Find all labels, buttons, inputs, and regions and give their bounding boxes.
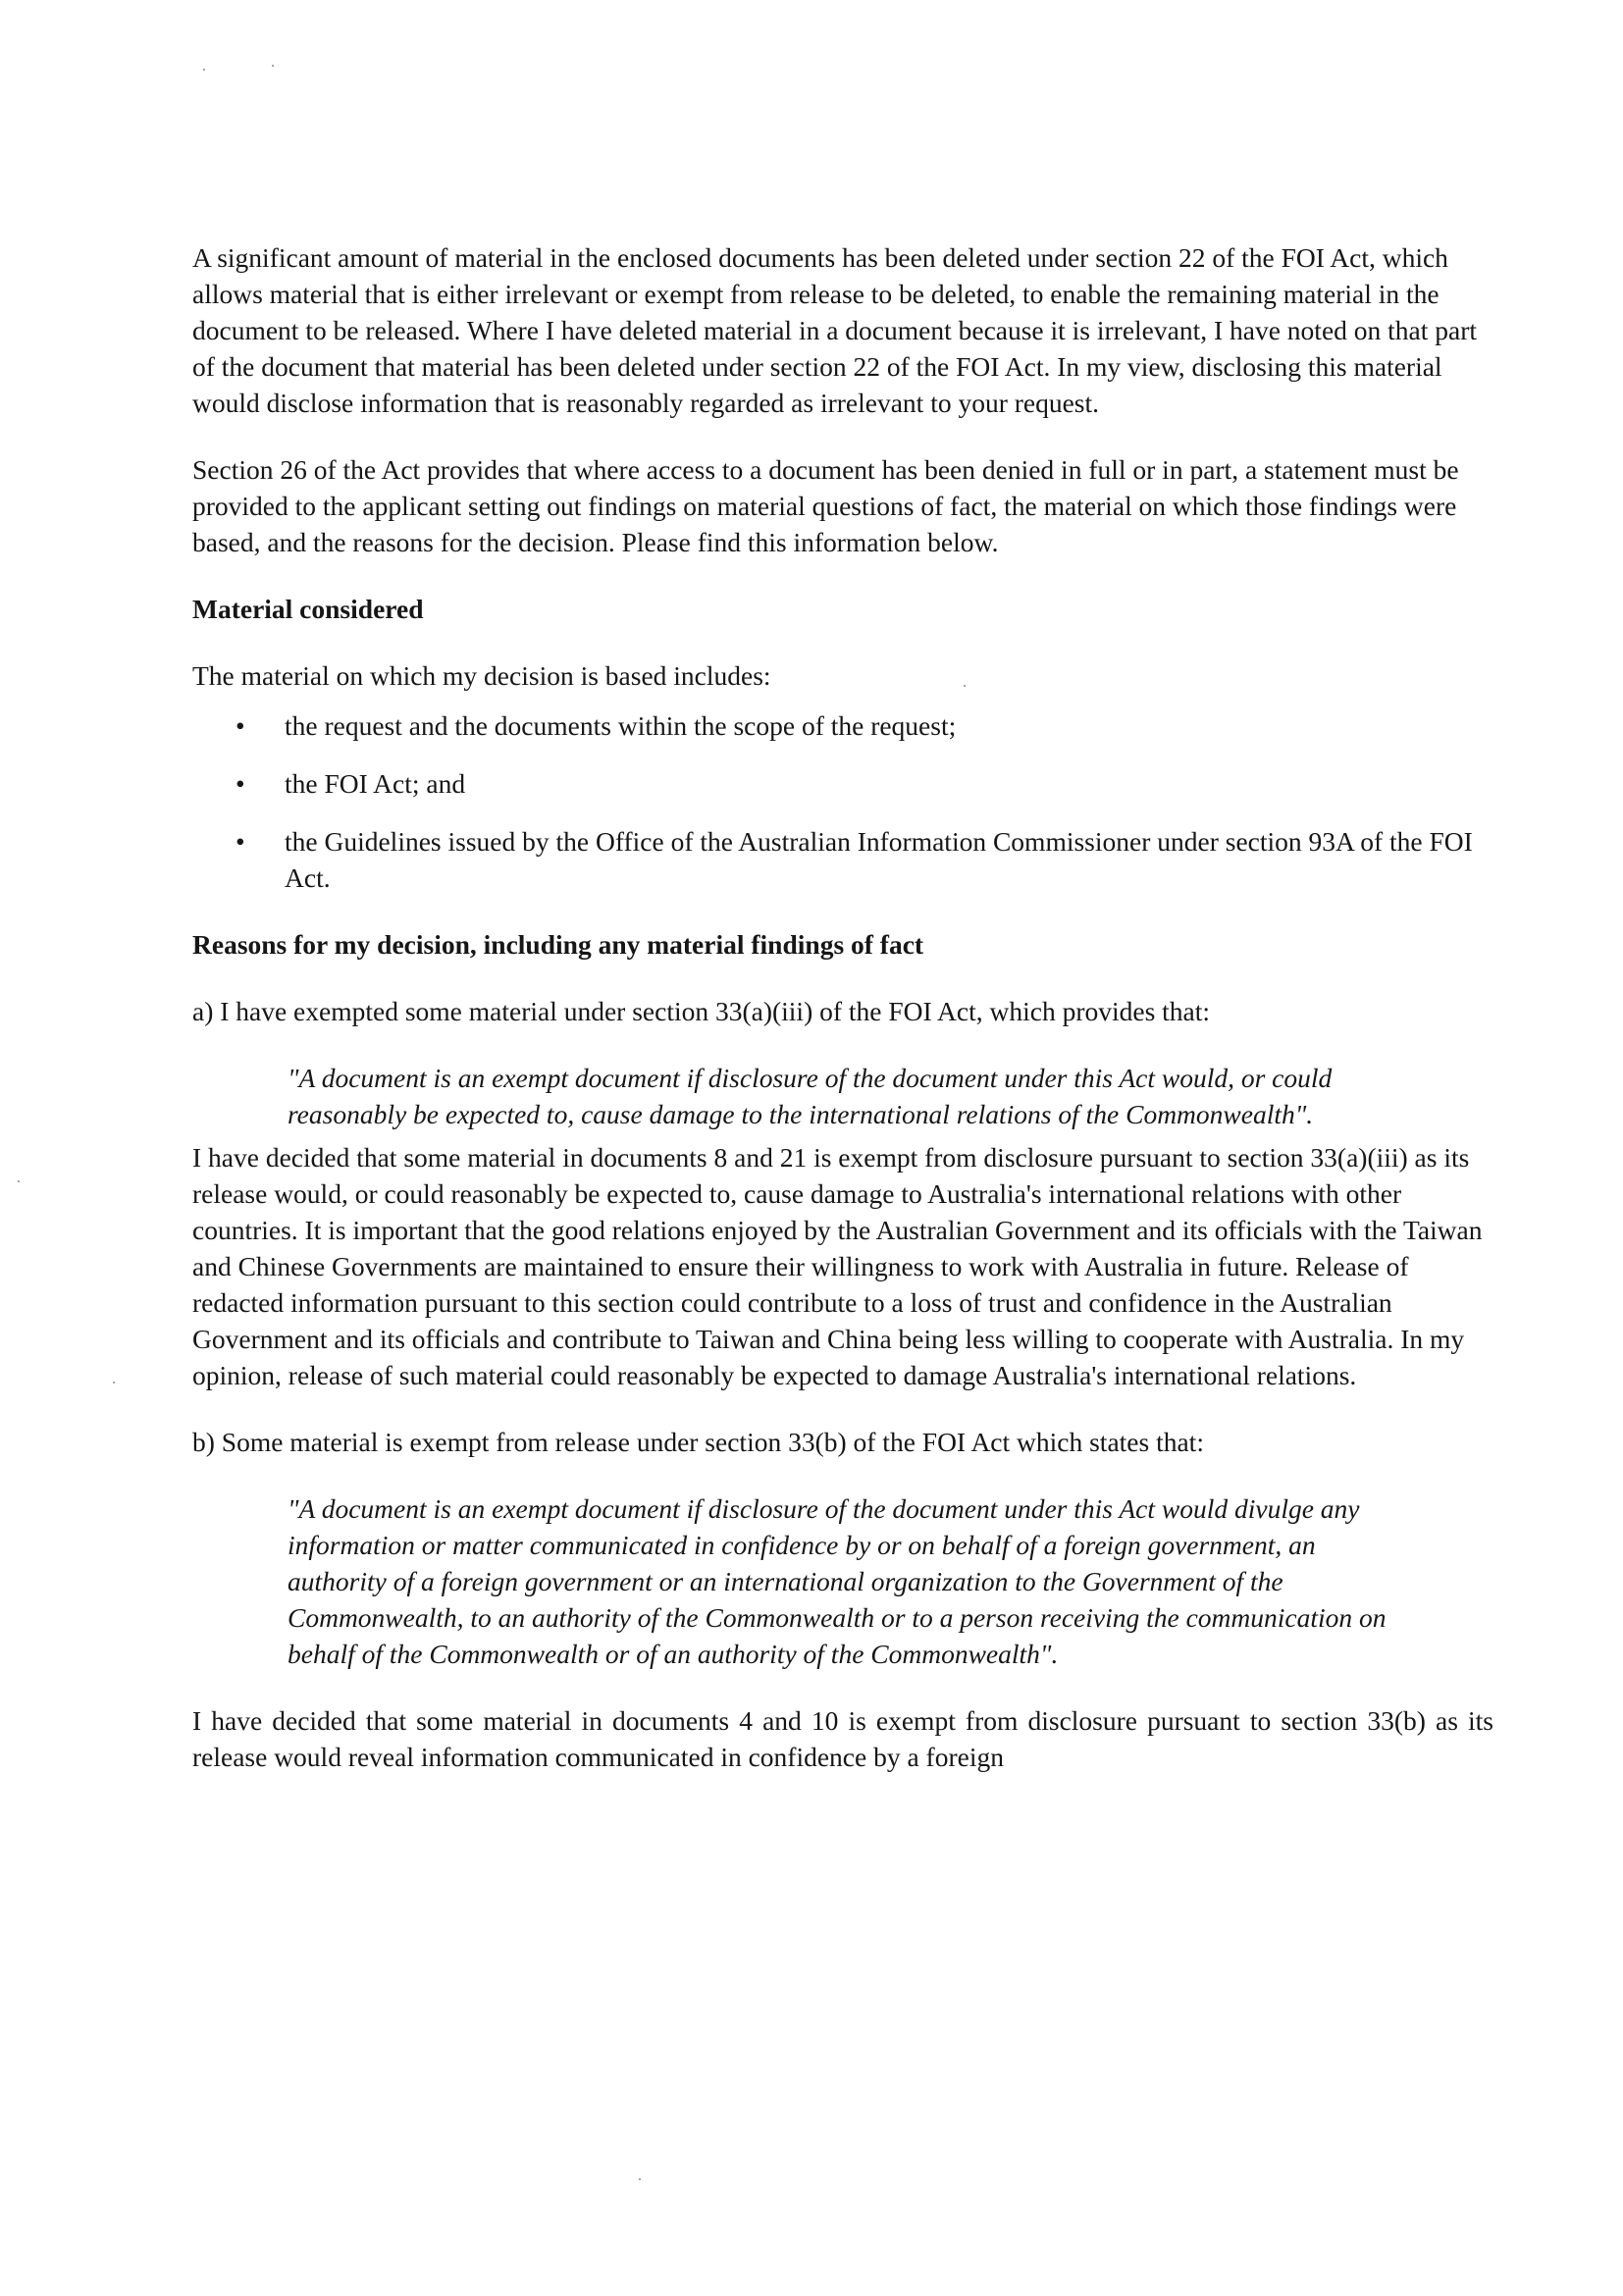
- bullet-icon: •: [236, 826, 245, 857]
- scan-speck: [113, 1382, 115, 1383]
- list-item: [192, 765, 1493, 802]
- reason-b-quote: "A document is an exempt document if disclosure of the document under this Act would divulge any information or matter communicated in confidence by or on behalf of a foreign government, an authority of a foreign government or an international organization to the Government of the Commonwealth, to an authority of the Commonwealth or to a person receiving the communication on behalf of the Commonwealth or of an authority of the Commonwealth".: [288, 1493, 1387, 1669]
- reason-a-quote: "A document is an exempt document if disclosure of the document under this Act would, or could reasonably be expected to, cause damage to the international relations of the Commonwealth".: [288, 1063, 1333, 1129]
- paragraph-section-26: Section 26 of the Act provides that where access to a document has been denied in full or in part, a statement must be provided to the applicant setting out findings on material questions of fact, the material on which those findings were based, and the reasons for the decision. Please find this information below.: [192, 454, 1459, 557]
- scan-speck: [272, 65, 274, 67]
- material-list: [192, 707, 1493, 896]
- reason-a-label: a) I have exempted some material under section 33(a)(iii) of the FOI Act, which provides that:: [192, 996, 1211, 1026]
- reason-b-body: I have decided that some material in documents 4 and 10 is exempt from disclosure pursuant to section 33(b) as its release would reveal information communicated in confidence by a foreign: [192, 1705, 1493, 1772]
- scan-speck: [203, 69, 205, 71]
- scan-speck: [18, 1180, 20, 1182]
- heading-material-considered: Material considered: [192, 594, 424, 624]
- reason-b-label: b) Some material is exempt from release under section 33(b) of the FOI Act which states that:: [192, 1427, 1204, 1457]
- list-item-text: the FOI Act; and: [285, 768, 466, 799]
- document-body: [192, 239, 1493, 1805]
- heading-reasons: Reasons for my decision, including any material findings of fact: [192, 929, 924, 960]
- reason-a-body: I have decided that some material in documents 8 and 21 is exempt from disclosure pursuant to section 33(a)(iii) as its release would, or could reasonably be expected to, cause damage to Australia's international relations with other countries. It is important that the good relations enjoyed by the Australian Government and its officials with the Taiwan and Chinese Governments are maintained to ensure their willingness to work with Australia in future. Release of redacted information pursuant to this section could contribute to a loss of trust and confidence in the Australian Government and its officials and contribute to Taiwan and China being less willing to cooperate with Australia. In my opinion, release of such material could reasonably be expected to damage Australia's international relations.: [192, 1142, 1483, 1390]
- material-intro: The material on which my decision is based includes:: [192, 660, 771, 691]
- list-item: [192, 707, 1493, 744]
- paragraph-section-22: A significant amount of material in the enclosed documents has been deleted under section 22 of the FOI Act, which allows material that is either irrelevant or exempt from release to be deleted, to enable the remaining material in the document to be released. Where I have deleted material in a document because it is irrelevant, I have noted on that part of the document that material has been deleted under section 22 of the FOI Act. In my view, disclosing this material would disclose information that is reasonably regarded as irrelevant to your request.: [192, 242, 1478, 418]
- scan-speck: [639, 2178, 641, 2180]
- bullet-icon: •: [236, 768, 245, 799]
- list-item-text: the request and the documents within the scope of the request;: [285, 710, 957, 741]
- bullet-icon: •: [236, 710, 245, 741]
- list-item: [192, 823, 1493, 896]
- list-item-text: the Guidelines issued by the Office of the Australian Information Commissioner under section 93A of the FOI Act.: [285, 826, 1473, 893]
